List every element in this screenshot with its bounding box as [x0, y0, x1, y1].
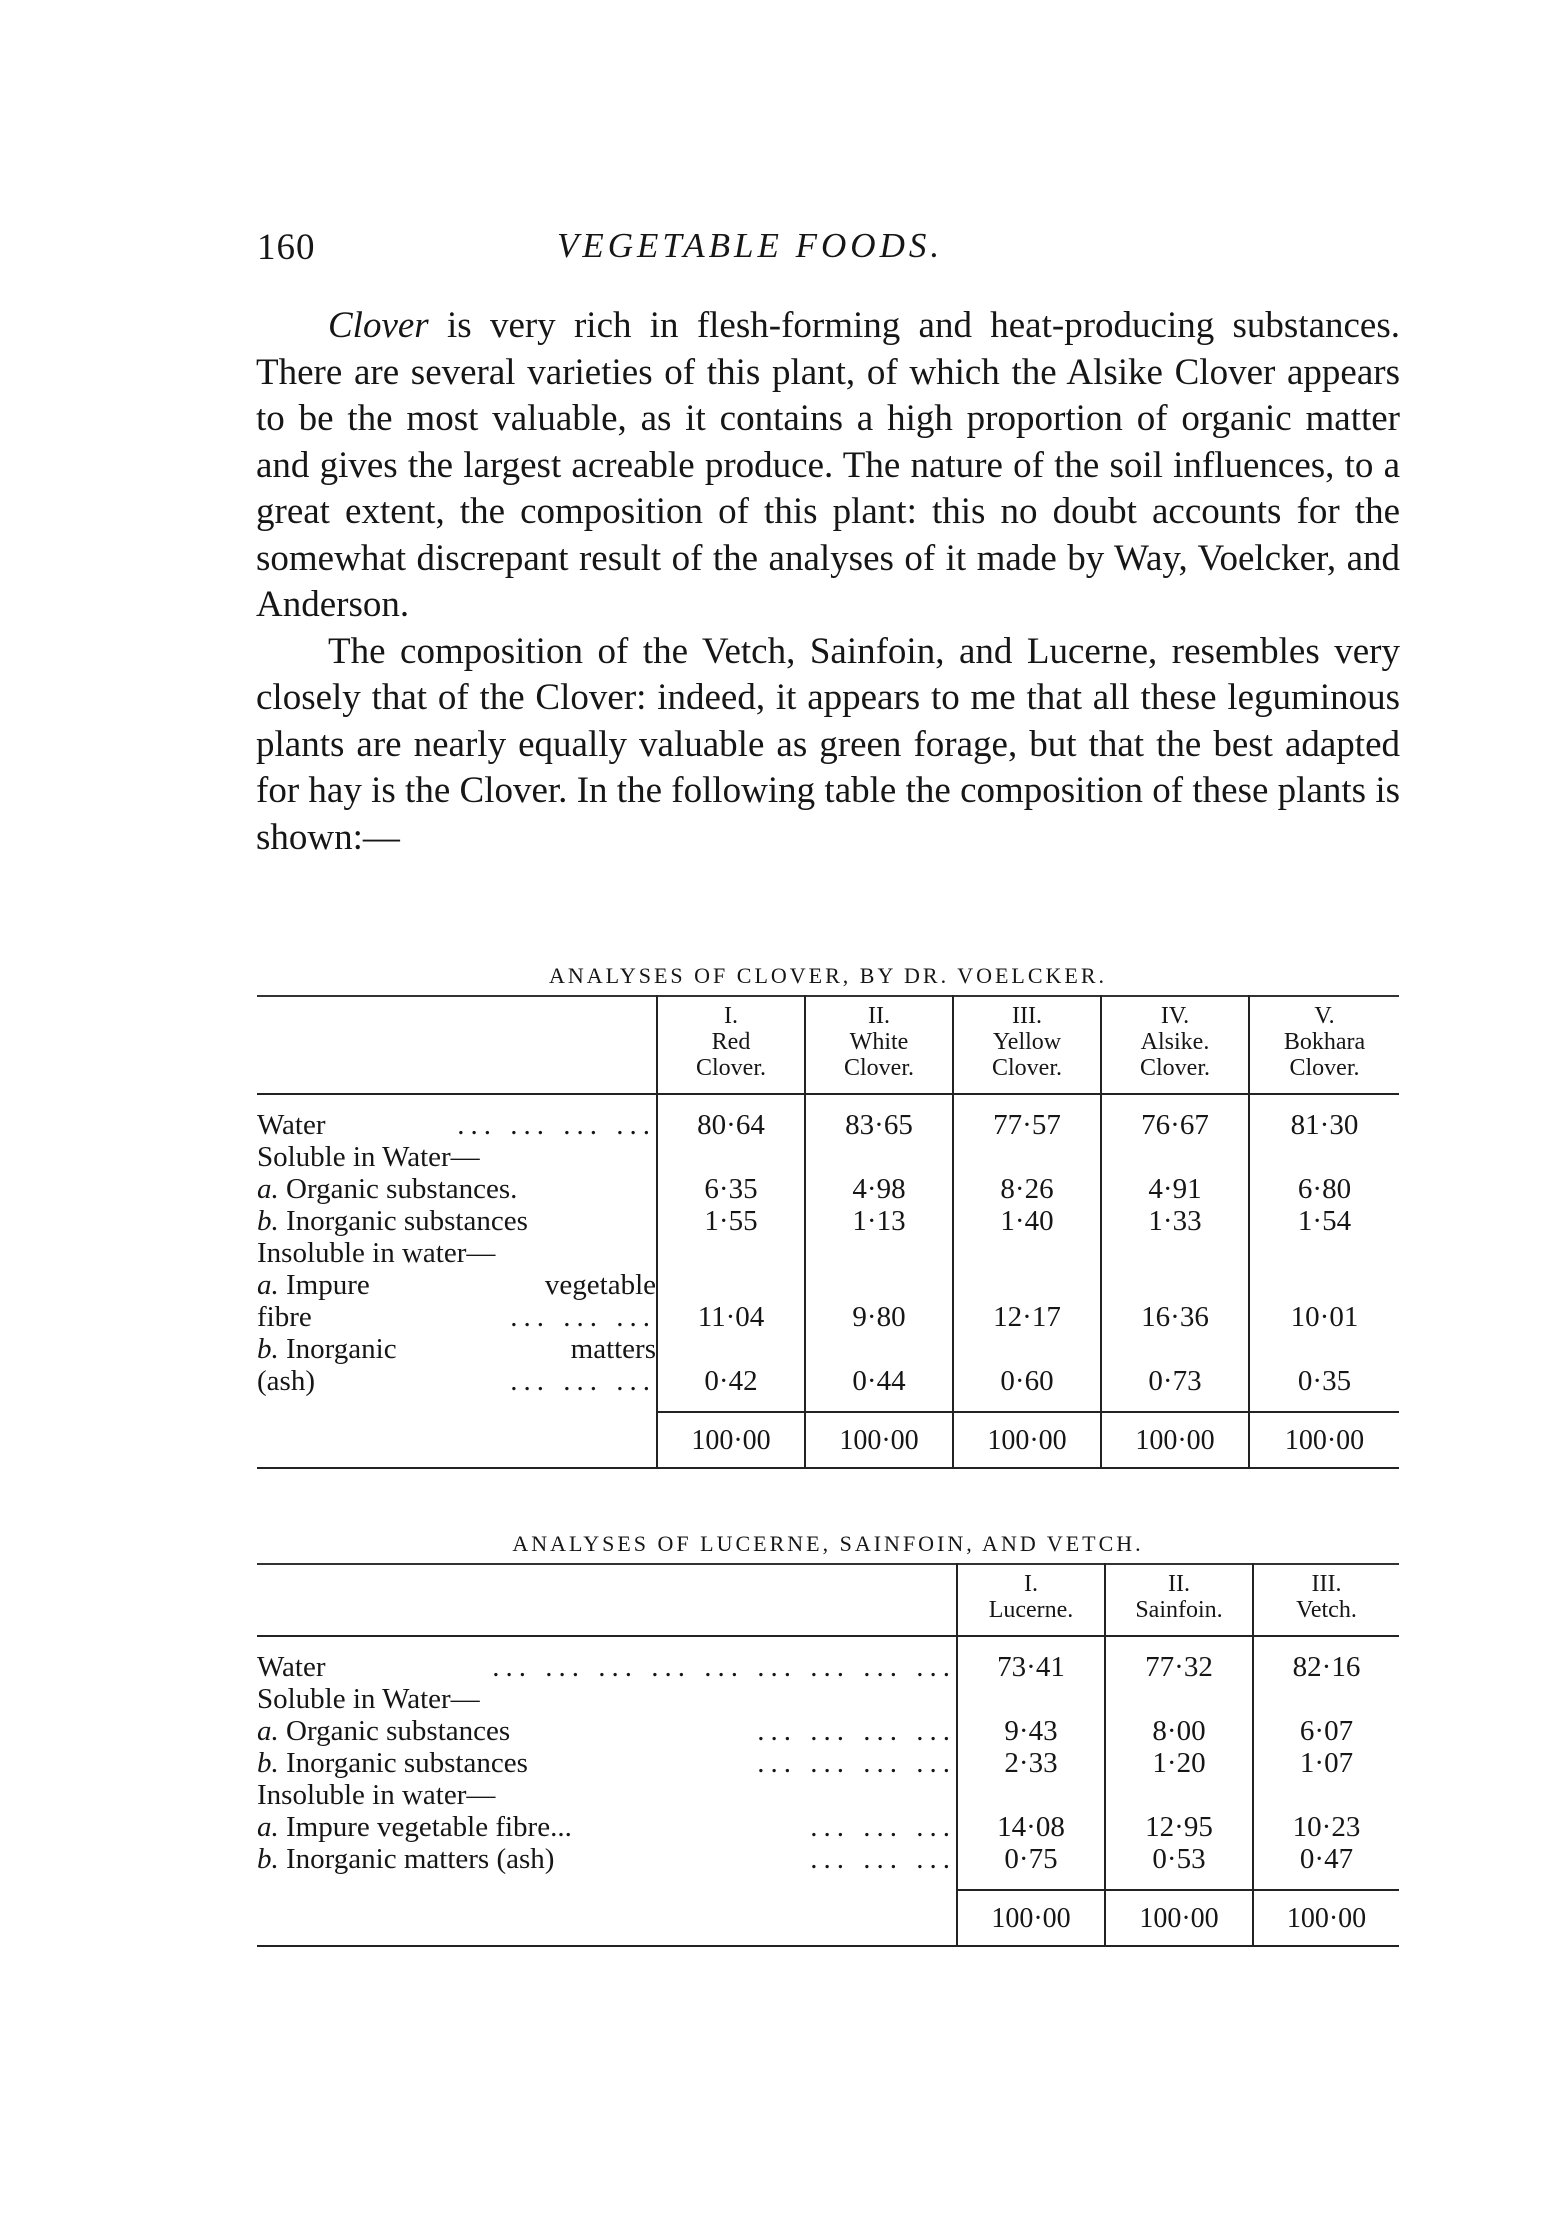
table1-cell: 12·17 [953, 1301, 1101, 1333]
table1-caption: ANALYSES OF CLOVER, BY DR. VOELCKER. [548, 963, 1108, 988]
row-label-matters: Inorganic [286, 1333, 397, 1365]
table2-cell: 12·95 [1105, 1811, 1253, 1843]
table-row: Water ... ... ... ... 80·64 83·65 77·57 76·67 81·30 [257, 1109, 1399, 1141]
table2-cell: 1·20 [1105, 1747, 1253, 1779]
table1-cell: 77·57 [953, 1109, 1101, 1141]
table-row: a. Organic substances. 6·35 4·98 8·26 4·91 6·80 [257, 1173, 1399, 1205]
table1-cell: 76·67 [1101, 1109, 1249, 1141]
lucerne-analyses-table [257, 1563, 1399, 1947]
table1-cell: 1·33 [1101, 1205, 1249, 1237]
table2-cell: 0·47 [1253, 1843, 1399, 1875]
table1-header-row [257, 996, 1399, 1094]
table-row [257, 1779, 1399, 1811]
table-row [257, 1141, 1399, 1173]
table-row: a. Impure vegetable [257, 1269, 1399, 1301]
table2-col-sainfoin: II. Sainfoin. [1105, 1564, 1253, 1636]
paragraph-clover-text: is very rich in flesh-forming and heat-producing substances. There are several varieties of this plant, of which the Alsike Clover appears to be the most valuable, as it contains a high proportion of organic matter and gives the largest acreable produce. The nature of the soil influences, to a great extent, the composition of this plant: this no doubt accounts for the somewhat discrepant result of the analyses of it made by Way, Voelcker, and Anderson. [256, 305, 1400, 625]
table1-cell: 4·91 [1101, 1173, 1249, 1205]
row-label-insoluble: Insoluble in water— [257, 1779, 496, 1811]
table2-total-cell: 100·00 [1253, 1890, 1399, 1946]
table1-total-cell: 100·00 [657, 1412, 805, 1468]
table1-cell: 1·55 [657, 1205, 805, 1237]
table-row: a. Organic substances ... ... ... ... 9·43 8·00 6·07 [257, 1715, 1399, 1747]
table2-cell: 9·43 [957, 1715, 1105, 1747]
table2-cell: 6·07 [1253, 1715, 1399, 1747]
table2-total-row [257, 1890, 1399, 1946]
table1-col-alsike-clover: IV. Alsike. Clover. [1101, 996, 1249, 1094]
table1-cell: 6·35 [657, 1173, 805, 1205]
paragraph-vetch: The composition of the Vetch, Sainfoin, and Lucerne, resembles very closely that of the Clover: indeed, it appears to me that all these leguminous plants are nearly equally valuable as green forage, but that the best adapted for hay is the Clover. In the following table the composition of these plants is shown:— [256, 630, 1400, 858]
table1-cell: 9·80 [805, 1301, 953, 1333]
table1-total-cell: 100·00 [805, 1412, 953, 1468]
table2-cell: 2·33 [957, 1747, 1105, 1779]
table-row: fibre ... ... ... 11·04 9·80 12·17 16·36 10·01 [257, 1301, 1399, 1333]
table1-cell: 16·36 [1101, 1301, 1249, 1333]
table-row: b. Inorganic matters [257, 1333, 1399, 1365]
table2-total-cell: 100·00 [1105, 1890, 1253, 1946]
table1-cell: 1·54 [1249, 1205, 1399, 1237]
page-header [257, 226, 1399, 276]
row-label-fibre: fibre [257, 1301, 312, 1333]
table1-cell: 8·26 [953, 1173, 1101, 1205]
running-title: VEGETABLE FOODS. [557, 226, 944, 265]
table1-cell: 81·30 [1249, 1109, 1399, 1141]
table1-total-cell: 100·00 [1101, 1412, 1249, 1468]
table-row: a. Impure vegetable fibre... ... ... ... 14·08 12·95 10·23 [257, 1811, 1399, 1843]
table1-total-row [257, 1412, 1399, 1468]
row-label-inorganic: Inorganic substances [286, 1205, 528, 1237]
clover-analyses-table [257, 995, 1399, 1469]
row-label-ash: (ash) [257, 1365, 315, 1397]
table1-col-bokhara-clover: V. Bokhara Clover. [1249, 996, 1399, 1094]
table2-cell: 8·00 [1105, 1715, 1253, 1747]
table-row [257, 1683, 1399, 1715]
table1-cell: 0·44 [805, 1365, 953, 1397]
table1-total-cell: 100·00 [1249, 1412, 1399, 1468]
table1-cell: 10·01 [1249, 1301, 1399, 1333]
table-row: b. Inorganic substances 1·55 1·13 1·40 1·33 1·54 [257, 1205, 1399, 1237]
table2-cell: 77·32 [1105, 1651, 1253, 1683]
row-label-ash: Inorganic matters (ash) [286, 1843, 555, 1875]
table1-col-red-clover: I. Red Clover. [657, 996, 805, 1094]
table2-total-cell: 100·00 [957, 1890, 1105, 1946]
table1-cell: 4·98 [805, 1173, 953, 1205]
row-label-insoluble: Insoluble in water— [257, 1237, 496, 1269]
table1-cell: 83·65 [805, 1109, 953, 1141]
table-row: (ash) ... ... ... 0·42 0·44 0·60 0·73 0·35 [257, 1365, 1399, 1397]
table2-cell: 10·23 [1253, 1811, 1399, 1843]
row-label-soluble: Soluble in Water— [257, 1683, 480, 1715]
table2-header-row [257, 1564, 1399, 1636]
table-row: Water ... ... ... ... ... ... ... ... ... 73·41 77·32 82·16 [257, 1651, 1399, 1683]
table-row [257, 1237, 1399, 1269]
row-label-soluble: Soluble in Water— [257, 1141, 480, 1173]
table1-header-blank [257, 996, 657, 1094]
table2-caption: ANALYSES OF LUCERNE, SAINFOIN, AND VETCH. [512, 1531, 1144, 1556]
table1-total-cell: 100·00 [953, 1412, 1101, 1468]
row-label-organic: Organic substances. [286, 1173, 518, 1205]
table2-cell: 1·07 [1253, 1747, 1399, 1779]
page-number: 160 [257, 227, 316, 268]
table1-cell: 11·04 [657, 1301, 805, 1333]
row-label-inorganic: Inorganic substances [286, 1747, 528, 1779]
table1-col-white-clover: II. White Clover. [805, 996, 953, 1094]
table2-col-vetch: III. Vetch. [1253, 1564, 1399, 1636]
table-row: b. Inorganic substances ... ... ... ... 2·33 1·20 1·07 [257, 1747, 1399, 1779]
table1-cell: 0·60 [953, 1365, 1101, 1397]
clover-lead-word: Clover [328, 305, 429, 346]
table1-cell: 1·40 [953, 1205, 1101, 1237]
table2-cell: 14·08 [957, 1811, 1105, 1843]
paragraph-clover [256, 303, 1400, 629]
table2-header-blank [257, 1564, 957, 1636]
row-label-impure: Impure [286, 1269, 370, 1301]
row-label-water: Water [257, 1651, 326, 1683]
table1-col-yellow-clover: III. Yellow Clover. [953, 996, 1101, 1094]
table-row: b. Inorganic matters (ash) ... ... ... 0·75 0·53 0·47 [257, 1843, 1399, 1875]
row-label-organic: Organic substances [286, 1715, 511, 1747]
table1-cell: 0·35 [1249, 1365, 1399, 1397]
row-label-water: Water [257, 1109, 326, 1141]
table1-cell: 80·64 [657, 1109, 805, 1141]
table2-cell: 0·75 [957, 1843, 1105, 1875]
table2-cell: 82·16 [1253, 1651, 1399, 1683]
body-text [256, 303, 1400, 861]
table1-cell: 1·13 [805, 1205, 953, 1237]
table2-col-lucerne: I. Lucerne. [957, 1564, 1105, 1636]
table2-cell: 0·53 [1105, 1843, 1253, 1875]
row-label-fibre: Impure vegetable fibre... [286, 1811, 572, 1843]
table1-cell: 0·73 [1101, 1365, 1249, 1397]
table2-cell: 73·41 [957, 1651, 1105, 1683]
table1-cell: 0·42 [657, 1365, 805, 1397]
table1-cell: 6·80 [1249, 1173, 1399, 1205]
